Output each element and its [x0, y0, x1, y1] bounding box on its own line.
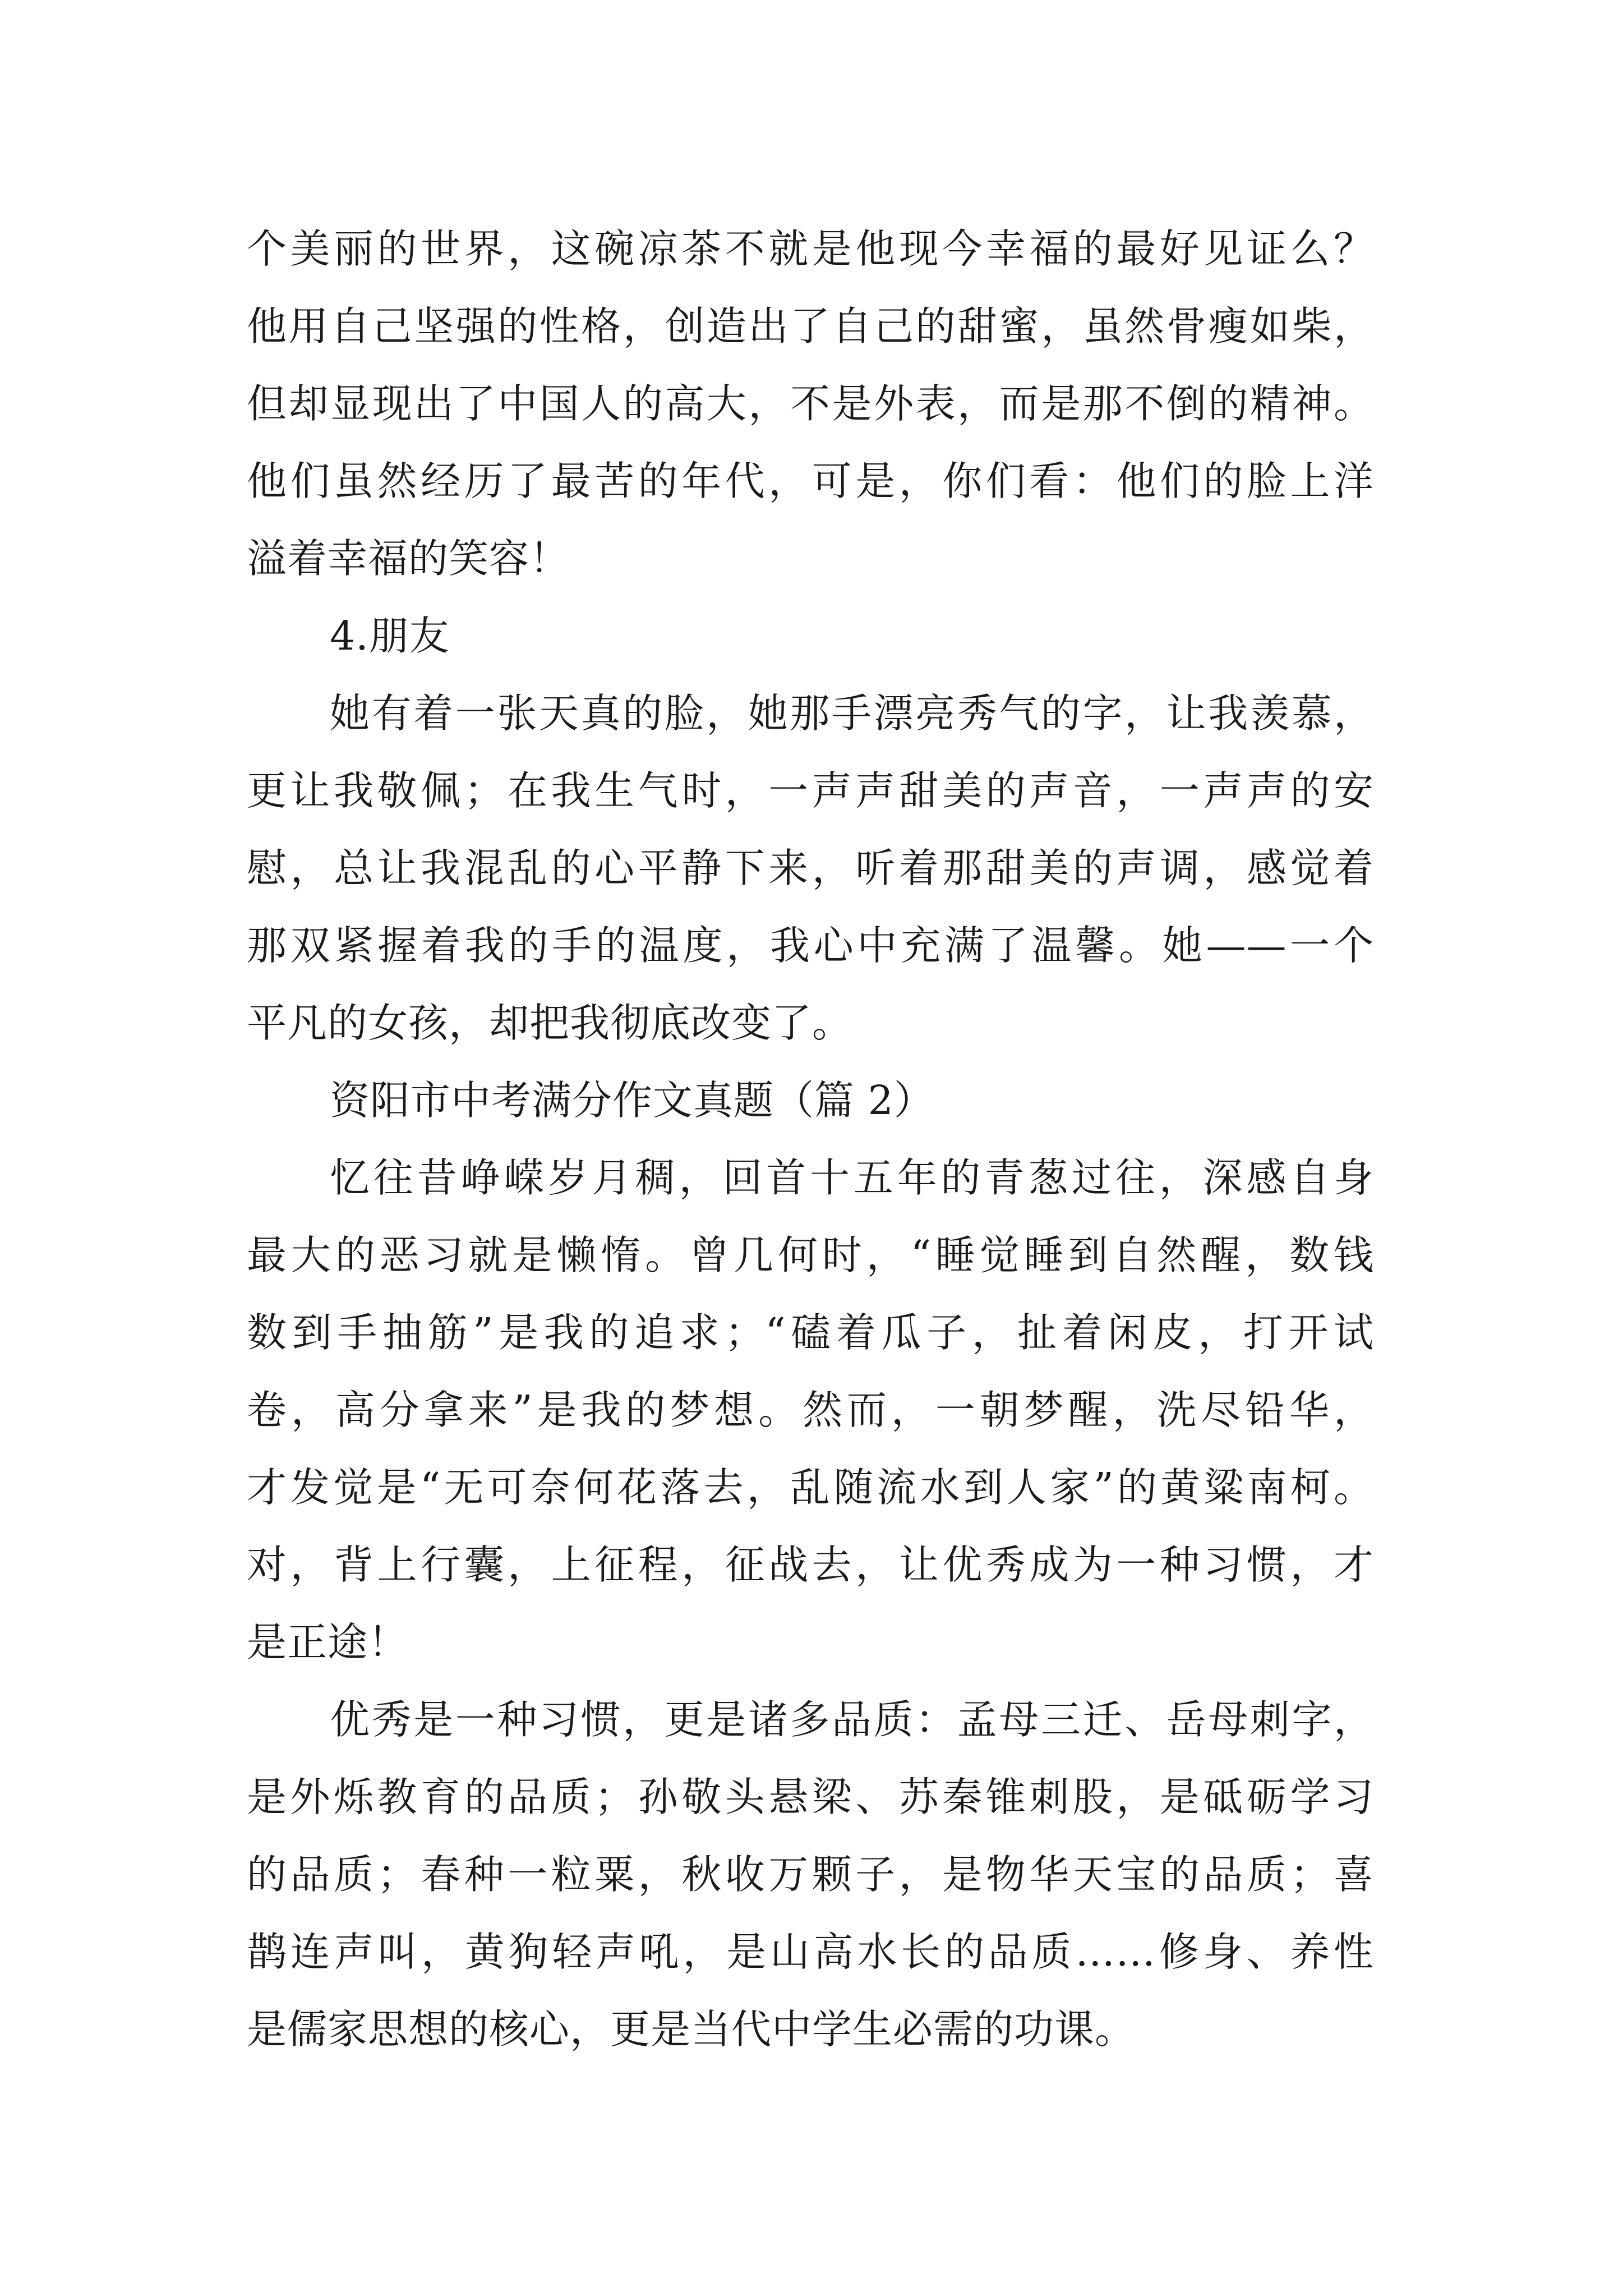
paragraph	[247, 1139, 1374, 1681]
text-line: 忆往昔峥嵘岁月稠，回首十五年的青葱过往，深感自身	[330, 1154, 1374, 1201]
text-line: 他用自己坚强的性格，创造出了自己的甜蜜，虽然骨瘦如柴，	[247, 303, 1374, 349]
section-heading: 4.朋友	[330, 613, 450, 659]
text-line: 慰，总让我混乱的心平静下来，听着那甜美的声调，感觉着	[247, 845, 1374, 891]
section-heading: 资阳市中考满分作文真题（篇 2）	[330, 1077, 934, 1124]
text-line: 但却显现出了中国人的高大，不是外表，而是那不倒的精神。	[247, 380, 1374, 427]
text-line: 她有着一张天真的脸，她那手漂亮秀气的字，让我羡慕，	[330, 690, 1374, 737]
text-line: 卷，高分拿来”是我的梦想。然而，一朝梦醒，洗尽铅华，	[247, 1387, 1374, 1433]
text-line: 是正途！	[247, 1619, 409, 1665]
text-line: 鹊连声叫，黄狗轻声吼，是山高水长的品质……修身、养性	[247, 1929, 1374, 1975]
text-line: 溢着幸福的笑容！	[247, 535, 570, 582]
text-line: 个美丽的世界，这碗凉茶不就是他现今幸福的最好见证么？	[247, 226, 1374, 272]
document-body	[247, 210, 1374, 2068]
text-line: 是外烁教育的品质；孙敬头悬梁、苏秦锥刺股，是砥砺学习	[247, 1774, 1374, 1820]
text-line: 平凡的女孩，却把我彻底改变了。	[247, 1000, 853, 1046]
text-line: 更让我敬佩；在我生气时，一声声甜美的声音，一声声的安	[247, 767, 1374, 814]
paragraph	[247, 1681, 1374, 2068]
text-line: 的品质；春种一粒粟，秋收万颗子，是物华天宝的品质；喜	[247, 1851, 1374, 1898]
text-line: 才发觉是“无可奈何花落去，乱随流水到人家”的黄粱南柯。	[247, 1464, 1374, 1511]
text-line: 对，背上行囊，上征程，征战去，让优秀成为一种习惯，才	[247, 1542, 1374, 1588]
text-line: 他们虽然经历了最苦的年代，可是，你们看：他们的脸上洋	[247, 458, 1374, 504]
text-line: 是儒家思想的核心，更是当代中学生必需的功课。	[247, 2006, 1136, 2053]
text-line: 优秀是一种习惯，更是诸多品质：孟母三迁、岳母刺字，	[330, 1696, 1374, 1743]
text-line: 数到手抽筋”是我的追求；“磕着瓜子，扯着闲皮，打开试	[247, 1309, 1374, 1356]
text-line: 最大的恶习就是懒惰。曾几何时，“睡觉睡到自然醒，数钱	[247, 1232, 1374, 1278]
text-line: 那双紧握着我的手的温度，我心中充满了温馨。她——一个	[247, 922, 1374, 969]
paragraph	[247, 210, 1374, 597]
paragraph	[247, 675, 1374, 1062]
